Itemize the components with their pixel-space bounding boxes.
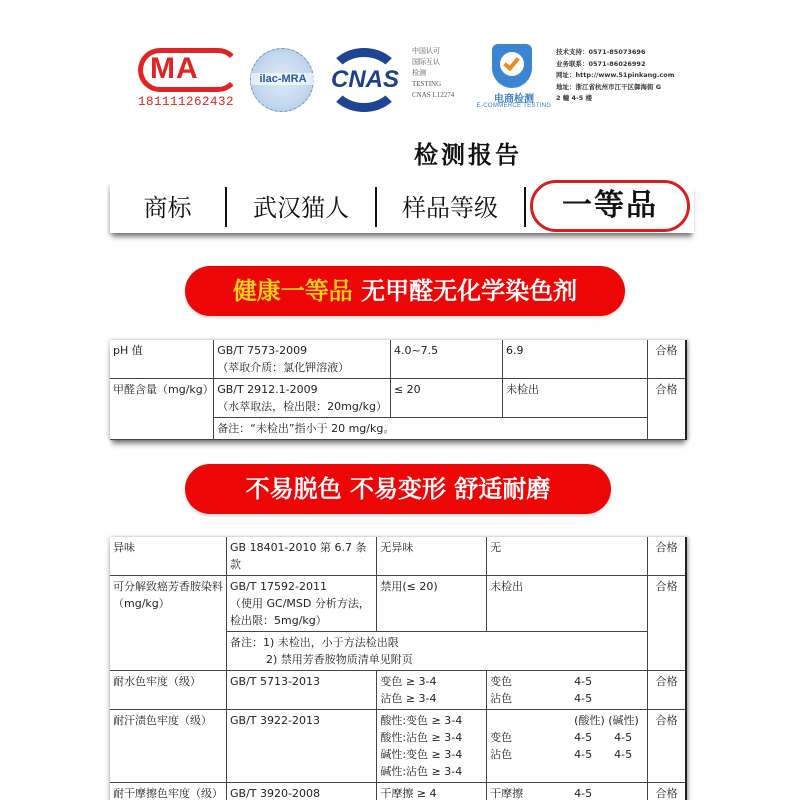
item-cell: 异味 (110, 537, 227, 576)
verdict-cell: 合格 (648, 340, 686, 379)
cnas-info-line: CNAS L12274 (412, 91, 455, 99)
ecommerce-title-en: E-COMMERCE TESTING (476, 103, 552, 109)
cma-logo (138, 48, 240, 110)
result-value: 4-5 (574, 692, 593, 705)
standard-cell: GB 18401-2010 第 6.7 条款 (227, 537, 377, 576)
verdict-cell: 合格 (648, 576, 686, 671)
certification-logos (0, 38, 800, 118)
test-results-table-2 (110, 537, 687, 800)
requirement-cell: 禁用(≤ 20) (377, 576, 487, 632)
table-row (110, 537, 686, 576)
cnas-info-line: 国际互认 (412, 58, 440, 66)
result-value: 4-5 (614, 731, 633, 744)
result-cell: 未检出 (487, 576, 648, 632)
requirement-line: 沾色 ≥ 3-4 (380, 692, 437, 705)
ecommerce-testing-logo (472, 40, 556, 116)
requirement-line: 变色 ≥ 3-4 (380, 675, 437, 688)
requirement-cell (377, 671, 487, 710)
requirement-cell: 无异味 (377, 537, 487, 576)
grade-label: 样品等级 (402, 194, 498, 222)
result-value: 4-5 (574, 748, 593, 761)
health-banner (185, 266, 625, 316)
item-cell: 可分解致癌芳香胺染料（mg/kg） (110, 576, 227, 671)
verdict-cell: 合格 (648, 379, 686, 440)
contact-address-2: 2 幢 4-5 楼 (556, 94, 593, 102)
table-row (110, 576, 686, 632)
ecommerce-title-cn: 电商检测 (494, 94, 534, 105)
item-cell: pH 值 (110, 340, 214, 379)
table-row (110, 710, 686, 783)
banner-text: 无甲醛无化学染色剂 (361, 277, 578, 305)
banner-highlight: 健康一等品 (232, 277, 353, 305)
requirement-cell: 干摩擦 ≥ 4 (377, 783, 487, 800)
remark-line: 备注：1) 未检出，小于方法检出限 (230, 636, 399, 649)
cnas-info-line: 检测 (412, 69, 426, 77)
item-cell: 耐干摩擦色牢度（级） (110, 783, 227, 800)
result-cell: 未检出 (502, 379, 647, 418)
contact-address: 地址：浙江省杭州市江干区御海街 G (556, 82, 662, 91)
standard-cell: GB/T 5713-2013 (227, 671, 377, 710)
requirement-cell: 4.0~7.5 (390, 340, 502, 379)
table-row (110, 379, 686, 418)
result-key: 干摩擦 (490, 787, 524, 800)
standard-cell (214, 340, 391, 379)
cnas-logo-text: CNAS (330, 66, 399, 93)
test-results-table-1 (110, 340, 687, 440)
requirement-cell (377, 710, 487, 783)
standard-note: （使用 GC/MSD 分析方法，检出限：5mg/kg） (230, 597, 370, 627)
divider (524, 187, 526, 227)
result-header: (酸性) (碱性) (574, 714, 639, 727)
contact-support: 技术支持：0571-85073696 (556, 48, 646, 56)
cnas-info-line: TESTING (412, 80, 442, 88)
standard-note: （萃取介质：氯化钾溶液） (217, 361, 350, 374)
verdict-cell: 合格 (648, 710, 686, 783)
item-cell: 耐水色牢度（级） (110, 671, 227, 710)
remark-line: 2) 禁用芳香胺物质清单见附页 (266, 653, 413, 666)
table-row (110, 783, 686, 800)
ilac-logo-text: ilac-MRA (251, 73, 315, 85)
table-row (110, 671, 686, 710)
result-value: 4-5 (614, 748, 633, 761)
standard-code: GB/T 17592-2011 (230, 580, 327, 593)
result-cell (487, 710, 648, 783)
contact-business: 业务联系：0571-86026992 (556, 59, 646, 68)
standard-code: GB/T 7573-2009 (217, 344, 308, 357)
standard-code: GB/T 2912.1-2009 (217, 383, 318, 396)
brand-value: 武汉猫人 (253, 194, 349, 222)
cma-logo-text: MA (150, 52, 199, 85)
table-row (110, 340, 686, 379)
contact-info (556, 47, 675, 105)
remark-cell (227, 632, 648, 671)
result-cell (487, 783, 648, 800)
contact-website: 网址：http://www.51pinkang.com (556, 71, 675, 79)
result-value: 4-5 (574, 675, 593, 688)
standard-cell (214, 379, 391, 418)
result-key: 沾色 (490, 748, 513, 761)
cnas-logo (322, 48, 408, 112)
verdict-cell: 合格 (648, 783, 686, 800)
requirement-line: 碱性:变色 ≥ 3-4 (380, 748, 463, 761)
verdict-cell: 合格 (648, 537, 686, 576)
result-key: 变色 (490, 675, 513, 688)
cnas-info-line: 中国认可 (412, 47, 440, 55)
verdict-cell: 合格 (648, 671, 686, 710)
remark-cell: 备注：“未检出”指小于 20 mg/kg。 (214, 418, 648, 440)
banner-text: 不易脱色 不易变形 舒适耐磨 (245, 475, 551, 503)
brand-label: 商标 (143, 194, 192, 222)
result-value: 4-5 (574, 787, 593, 800)
result-cell: 无 (487, 537, 648, 576)
result-cell (487, 671, 648, 710)
result-key: 变色 (490, 731, 513, 744)
result-key: 沾色 (490, 692, 513, 705)
page-title: 检测报告 (414, 140, 522, 169)
cnas-info (412, 46, 454, 101)
grade-badge: 一等品 (530, 180, 690, 232)
sample-info-bar (110, 183, 694, 233)
requirement-line: 酸性:变色 ≥ 3-4 (380, 714, 463, 727)
cma-number: 181111262432 (138, 95, 235, 109)
shield-check-icon (492, 44, 532, 88)
quality-banner (185, 464, 611, 514)
standard-cell (227, 576, 377, 632)
standard-cell: GB/T 3920-2008 (227, 783, 377, 800)
item-cell: 甲醛含量（mg/kg） (110, 379, 214, 440)
result-value: 4-5 (574, 731, 593, 744)
ilac-mra-logo (250, 48, 314, 112)
requirement-line: 碱性:沾色 ≥ 3-4 (380, 765, 463, 778)
result-cell: 6.9 (502, 340, 647, 379)
standard-note: （水萃取法，检出限：20mg/kg） (217, 400, 387, 413)
requirement-cell: ≤ 20 (390, 379, 502, 418)
item-cell: 耐汗渍色牢度（级） (110, 710, 227, 783)
requirement-line: 酸性:沾色 ≥ 3-4 (380, 731, 463, 744)
standard-cell: GB/T 3922-2013 (227, 710, 377, 783)
